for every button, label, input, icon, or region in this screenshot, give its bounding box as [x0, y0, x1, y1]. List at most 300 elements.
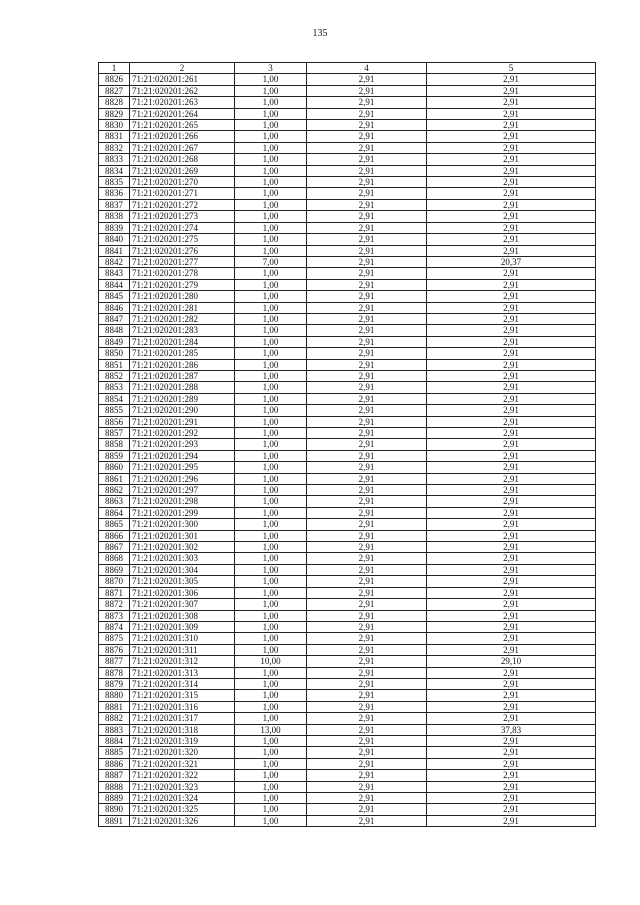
- area-cell: 1,00: [235, 564, 307, 575]
- cadastral-number-cell: 71:21:020201:269: [130, 165, 235, 176]
- row-number-cell: 8870: [99, 576, 130, 587]
- row-number-cell: 8829: [99, 108, 130, 119]
- rate-cell: 2,91: [307, 450, 427, 461]
- cadastral-number-cell: 71:21:020201:306: [130, 587, 235, 598]
- cadastral-number-cell: 71:21:020201:320: [130, 747, 235, 758]
- rate-cell: 2,91: [307, 85, 427, 96]
- cadastral-number-cell: 71:21:020201:274: [130, 222, 235, 233]
- rate-cell: 2,91: [307, 542, 427, 553]
- amount-cell: 2,91: [427, 131, 596, 142]
- cadastral-number-cell: 71:21:020201:281: [130, 302, 235, 313]
- cadastral-number-cell: 71:21:020201:308: [130, 610, 235, 621]
- cadastral-number-cell: 71:21:020201:325: [130, 804, 235, 815]
- row-number-cell: 8873: [99, 610, 130, 621]
- row-number-cell: 8884: [99, 735, 130, 746]
- amount-cell: 2,91: [427, 154, 596, 165]
- table-row: [99, 211, 596, 222]
- rate-cell: 2,91: [307, 781, 427, 792]
- row-number-cell: 8835: [99, 177, 130, 188]
- rate-cell: 2,91: [307, 462, 427, 473]
- area-cell: 1,00: [235, 188, 307, 199]
- table-row: [99, 553, 596, 564]
- amount-cell: 2,91: [427, 74, 596, 85]
- row-number-cell: 8851: [99, 359, 130, 370]
- cadastral-number-cell: 71:21:020201:311: [130, 644, 235, 655]
- area-cell: 1,00: [235, 428, 307, 439]
- table-row: [99, 177, 596, 188]
- row-number-cell: 8880: [99, 690, 130, 701]
- cadastral-number-cell: 71:21:020201:298: [130, 496, 235, 507]
- row-number-cell: 8839: [99, 222, 130, 233]
- table-row: [99, 370, 596, 381]
- rate-cell: 2,91: [307, 428, 427, 439]
- table-row: [99, 496, 596, 507]
- table-row: [99, 302, 596, 313]
- row-number-cell: 8863: [99, 496, 130, 507]
- cadastral-number-cell: 71:21:020201:275: [130, 234, 235, 245]
- cadastral-number-cell: 71:21:020201:264: [130, 108, 235, 119]
- area-cell: 1,00: [235, 211, 307, 222]
- cadastral-number-cell: 71:21:020201:295: [130, 462, 235, 473]
- area-cell: 1,00: [235, 245, 307, 256]
- cadastral-number-cell: 71:21:020201:287: [130, 370, 235, 381]
- cadastral-number-cell: 71:21:020201:326: [130, 815, 235, 826]
- table-row: [99, 724, 596, 735]
- table-row: [99, 154, 596, 165]
- area-cell: 1,00: [235, 496, 307, 507]
- rate-cell: 2,91: [307, 131, 427, 142]
- rate-cell: 2,91: [307, 724, 427, 735]
- rate-cell: 2,91: [307, 199, 427, 210]
- rate-cell: 2,91: [307, 815, 427, 826]
- area-cell: 1,00: [235, 359, 307, 370]
- amount-cell: 2,91: [427, 405, 596, 416]
- amount-cell: 2,91: [427, 758, 596, 769]
- area-cell: 1,00: [235, 678, 307, 689]
- amount-cell: 2,91: [427, 701, 596, 712]
- row-number-cell: 8878: [99, 667, 130, 678]
- area-cell: 1,00: [235, 108, 307, 119]
- table-row: [99, 644, 596, 655]
- cadastral-number-cell: 71:21:020201:270: [130, 177, 235, 188]
- row-number-cell: 8827: [99, 85, 130, 96]
- rate-cell: 2,91: [307, 701, 427, 712]
- cadastral-number-cell: 71:21:020201:323: [130, 781, 235, 792]
- rate-cell: 2,91: [307, 234, 427, 245]
- table-row: [99, 587, 596, 598]
- cadastral-number-cell: 71:21:020201:268: [130, 154, 235, 165]
- amount-cell: 2,91: [427, 564, 596, 575]
- amount-cell: 2,91: [427, 370, 596, 381]
- table-row: [99, 804, 596, 815]
- table-row: [99, 165, 596, 176]
- row-number-cell: 8872: [99, 599, 130, 610]
- rate-cell: 2,91: [307, 188, 427, 199]
- rate-cell: 2,91: [307, 393, 427, 404]
- table-row: [99, 416, 596, 427]
- amount-cell: 2,91: [427, 325, 596, 336]
- rate-cell: 2,91: [307, 735, 427, 746]
- column-header: 4: [307, 63, 427, 74]
- cadastral-number-cell: 71:21:020201:296: [130, 473, 235, 484]
- amount-cell: 2,91: [427, 690, 596, 701]
- rate-cell: 2,91: [307, 279, 427, 290]
- rate-cell: 2,91: [307, 268, 427, 279]
- table-row: [99, 701, 596, 712]
- table-row: [99, 222, 596, 233]
- table-row: [99, 268, 596, 279]
- amount-cell: 2,91: [427, 519, 596, 530]
- rate-cell: 2,91: [307, 165, 427, 176]
- row-number-cell: 8852: [99, 370, 130, 381]
- table-row: [99, 564, 596, 575]
- row-number-cell: 8850: [99, 348, 130, 359]
- row-number-cell: 8831: [99, 131, 130, 142]
- row-number-cell: 8832: [99, 142, 130, 153]
- row-number-cell: 8874: [99, 621, 130, 632]
- cadastral-number-cell: 71:21:020201:285: [130, 348, 235, 359]
- amount-cell: 2,91: [427, 188, 596, 199]
- rate-cell: 2,91: [307, 336, 427, 347]
- cadastral-number-cell: 71:21:020201:266: [130, 131, 235, 142]
- area-cell: 1,00: [235, 313, 307, 324]
- table-row: [99, 108, 596, 119]
- amount-cell: 20,37: [427, 256, 596, 267]
- cadastral-number-cell: 71:21:020201:272: [130, 199, 235, 210]
- row-number-cell: 8879: [99, 678, 130, 689]
- area-cell: 1,00: [235, 473, 307, 484]
- table-row: [99, 359, 596, 370]
- area-cell: 1,00: [235, 804, 307, 815]
- area-cell: 1,00: [235, 485, 307, 496]
- area-cell: 1,00: [235, 587, 307, 598]
- area-cell: 1,00: [235, 131, 307, 142]
- rate-cell: 2,91: [307, 530, 427, 541]
- row-number-cell: 8846: [99, 302, 130, 313]
- row-number-cell: 8865: [99, 519, 130, 530]
- cadastral-number-cell: 71:21:020201:322: [130, 770, 235, 781]
- table-row: [99, 656, 596, 667]
- amount-cell: 2,91: [427, 416, 596, 427]
- row-number-cell: 8871: [99, 587, 130, 598]
- rate-cell: 2,91: [307, 793, 427, 804]
- rate-cell: 2,91: [307, 678, 427, 689]
- rate-cell: 2,91: [307, 564, 427, 575]
- row-number-cell: 8881: [99, 701, 130, 712]
- amount-cell: 2,91: [427, 473, 596, 484]
- row-number-cell: 8857: [99, 428, 130, 439]
- page-number: 135: [312, 28, 328, 39]
- table-row: [99, 450, 596, 461]
- rate-cell: 2,91: [307, 416, 427, 427]
- area-cell: 1,00: [235, 165, 307, 176]
- area-cell: 1,00: [235, 393, 307, 404]
- amount-cell: 2,91: [427, 428, 596, 439]
- area-cell: 1,00: [235, 268, 307, 279]
- table-row: [99, 815, 596, 826]
- table-row: [99, 713, 596, 724]
- amount-cell: 2,91: [427, 85, 596, 96]
- table-row: [99, 439, 596, 450]
- amount-cell: 2,91: [427, 644, 596, 655]
- rate-cell: 2,91: [307, 633, 427, 644]
- area-cell: 1,00: [235, 599, 307, 610]
- amount-cell: 2,91: [427, 485, 596, 496]
- rate-cell: 2,91: [307, 154, 427, 165]
- cadastral-number-cell: 71:21:020201:271: [130, 188, 235, 199]
- rate-cell: 2,91: [307, 770, 427, 781]
- rate-cell: 2,91: [307, 690, 427, 701]
- area-cell: 1,00: [235, 770, 307, 781]
- rate-cell: 2,91: [307, 313, 427, 324]
- table-row: [99, 325, 596, 336]
- table-row: [99, 142, 596, 153]
- rate-cell: 2,91: [307, 439, 427, 450]
- amount-cell: 2,91: [427, 815, 596, 826]
- row-number-cell: 8888: [99, 781, 130, 792]
- rate-cell: 2,91: [307, 610, 427, 621]
- table-row: [99, 245, 596, 256]
- area-cell: 1,00: [235, 576, 307, 587]
- table-row: [99, 621, 596, 632]
- area-cell: 1,00: [235, 758, 307, 769]
- cadastral-number-cell: 71:21:020201:313: [130, 667, 235, 678]
- area-cell: 1,00: [235, 370, 307, 381]
- cadastral-number-cell: 71:21:020201:303: [130, 553, 235, 564]
- table-row: [99, 382, 596, 393]
- area-cell: 1,00: [235, 142, 307, 153]
- area-cell: 1,00: [235, 97, 307, 108]
- area-cell: 1,00: [235, 735, 307, 746]
- area-cell: 1,00: [235, 291, 307, 302]
- table-row: [99, 234, 596, 245]
- table-row: [99, 530, 596, 541]
- cadastral-number-cell: 71:21:020201:288: [130, 382, 235, 393]
- row-number-cell: 8837: [99, 199, 130, 210]
- rate-cell: 2,91: [307, 473, 427, 484]
- column-header: 1: [99, 63, 130, 74]
- amount-cell: 2,91: [427, 735, 596, 746]
- table-row: [99, 576, 596, 587]
- amount-cell: 29,10: [427, 656, 596, 667]
- rate-cell: 2,91: [307, 142, 427, 153]
- amount-cell: 37,83: [427, 724, 596, 735]
- amount-cell: 2,91: [427, 667, 596, 678]
- row-number-cell: 8890: [99, 804, 130, 815]
- amount-cell: 2,91: [427, 279, 596, 290]
- cadastral-number-cell: 71:21:020201:280: [130, 291, 235, 302]
- rate-cell: 2,91: [307, 713, 427, 724]
- row-number-cell: 8882: [99, 713, 130, 724]
- table-row: [99, 507, 596, 518]
- cadastral-number-cell: 71:21:020201:324: [130, 793, 235, 804]
- rate-cell: 2,91: [307, 370, 427, 381]
- area-cell: 1,00: [235, 348, 307, 359]
- cadastral-number-cell: 71:21:020201:290: [130, 405, 235, 416]
- cadastral-number-cell: 71:21:020201:319: [130, 735, 235, 746]
- amount-cell: 2,91: [427, 108, 596, 119]
- amount-cell: 2,91: [427, 302, 596, 313]
- area-cell: 1,00: [235, 450, 307, 461]
- area-cell: 1,00: [235, 553, 307, 564]
- cadastral-number-cell: 71:21:020201:300: [130, 519, 235, 530]
- amount-cell: 2,91: [427, 382, 596, 393]
- amount-cell: 2,91: [427, 747, 596, 758]
- area-cell: 1,00: [235, 405, 307, 416]
- table-row: [99, 428, 596, 439]
- area-cell: 1,00: [235, 747, 307, 758]
- cadastral-number-cell: 71:21:020201:310: [130, 633, 235, 644]
- rate-cell: 2,91: [307, 97, 427, 108]
- rate-cell: 2,91: [307, 382, 427, 393]
- table-row: [99, 542, 596, 553]
- amount-cell: 2,91: [427, 336, 596, 347]
- rate-cell: 2,91: [307, 758, 427, 769]
- row-number-cell: 8891: [99, 815, 130, 826]
- row-number-cell: 8840: [99, 234, 130, 245]
- rate-cell: 2,91: [307, 496, 427, 507]
- amount-cell: 2,91: [427, 142, 596, 153]
- cadastral-number-cell: 71:21:020201:297: [130, 485, 235, 496]
- row-number-cell: 8866: [99, 530, 130, 541]
- row-number-cell: 8862: [99, 485, 130, 496]
- row-number-cell: 8841: [99, 245, 130, 256]
- amount-cell: 2,91: [427, 770, 596, 781]
- amount-cell: 2,91: [427, 621, 596, 632]
- cadastral-number-cell: 71:21:020201:276: [130, 245, 235, 256]
- table-row: [99, 97, 596, 108]
- area-cell: 1,00: [235, 793, 307, 804]
- rate-cell: 2,91: [307, 667, 427, 678]
- cadastral-number-cell: 71:21:020201:312: [130, 656, 235, 667]
- row-number-cell: 8889: [99, 793, 130, 804]
- area-cell: 1,00: [235, 85, 307, 96]
- rate-cell: 2,91: [307, 291, 427, 302]
- area-cell: 1,00: [235, 815, 307, 826]
- area-cell: 1,00: [235, 199, 307, 210]
- area-cell: 1,00: [235, 154, 307, 165]
- amount-cell: 2,91: [427, 576, 596, 587]
- rate-cell: 2,91: [307, 553, 427, 564]
- cadastral-number-cell: 71:21:020201:262: [130, 85, 235, 96]
- area-cell: 1,00: [235, 530, 307, 541]
- area-cell: 10,00: [235, 656, 307, 667]
- area-cell: 1,00: [235, 382, 307, 393]
- rate-cell: 2,91: [307, 519, 427, 530]
- row-number-cell: 8867: [99, 542, 130, 553]
- area-cell: 1,00: [235, 439, 307, 450]
- area-cell: 1,00: [235, 120, 307, 131]
- amount-cell: 2,91: [427, 804, 596, 815]
- rate-cell: 2,91: [307, 576, 427, 587]
- table-header-row: [99, 63, 596, 74]
- row-number-cell: 8847: [99, 313, 130, 324]
- row-number-cell: 8858: [99, 439, 130, 450]
- row-number-cell: 8883: [99, 724, 130, 735]
- amount-cell: 2,91: [427, 245, 596, 256]
- rate-cell: 2,91: [307, 222, 427, 233]
- cadastral-number-cell: 71:21:020201:294: [130, 450, 235, 461]
- row-number-cell: 8868: [99, 553, 130, 564]
- cadastral-number-cell: 71:21:020201:321: [130, 758, 235, 769]
- amount-cell: 2,91: [427, 450, 596, 461]
- cadastral-number-cell: 71:21:020201:301: [130, 530, 235, 541]
- row-number-cell: 8876: [99, 644, 130, 655]
- area-cell: 7,00: [235, 256, 307, 267]
- table-row: [99, 188, 596, 199]
- table-row: [99, 348, 596, 359]
- row-number-cell: 8869: [99, 564, 130, 575]
- area-cell: 1,00: [235, 74, 307, 85]
- area-cell: 1,00: [235, 713, 307, 724]
- rate-cell: 2,91: [307, 348, 427, 359]
- row-number-cell: 8864: [99, 507, 130, 518]
- cadastral-number-cell: 71:21:020201:278: [130, 268, 235, 279]
- table-row: [99, 519, 596, 530]
- row-number-cell: 8856: [99, 416, 130, 427]
- amount-cell: 2,91: [427, 587, 596, 598]
- amount-cell: 2,91: [427, 234, 596, 245]
- area-cell: 1,00: [235, 519, 307, 530]
- rate-cell: 2,91: [307, 325, 427, 336]
- row-number-cell: 8887: [99, 770, 130, 781]
- table-body: [99, 74, 596, 827]
- row-number-cell: 8849: [99, 336, 130, 347]
- row-number-cell: 8830: [99, 120, 130, 131]
- amount-cell: 2,91: [427, 793, 596, 804]
- rate-cell: 2,91: [307, 804, 427, 815]
- cadastral-number-cell: 71:21:020201:316: [130, 701, 235, 712]
- amount-cell: 2,91: [427, 268, 596, 279]
- cadastral-number-cell: 71:21:020201:314: [130, 678, 235, 689]
- cadastral-number-cell: 71:21:020201:304: [130, 564, 235, 575]
- cadastral-number-cell: 71:21:020201:302: [130, 542, 235, 553]
- table-row: [99, 85, 596, 96]
- table-row: [99, 313, 596, 324]
- area-cell: 13,00: [235, 724, 307, 735]
- cadastral-number-cell: 71:21:020201:315: [130, 690, 235, 701]
- table-row: [99, 256, 596, 267]
- rate-cell: 2,91: [307, 507, 427, 518]
- rate-cell: 2,91: [307, 621, 427, 632]
- table-row: [99, 131, 596, 142]
- cadastral-number-cell: 71:21:020201:261: [130, 74, 235, 85]
- amount-cell: 2,91: [427, 211, 596, 222]
- cadastral-number-cell: 71:21:020201:284: [130, 336, 235, 347]
- table-row: [99, 599, 596, 610]
- rate-cell: 2,91: [307, 177, 427, 188]
- cadastral-number-cell: 71:21:020201:292: [130, 428, 235, 439]
- cadastral-number-cell: 71:21:020201:286: [130, 359, 235, 370]
- area-cell: 1,00: [235, 690, 307, 701]
- table-row: [99, 690, 596, 701]
- amount-cell: 2,91: [427, 313, 596, 324]
- table-row: [99, 74, 596, 85]
- amount-cell: 2,91: [427, 199, 596, 210]
- table-row: [99, 735, 596, 746]
- cadastral-number-cell: 71:21:020201:265: [130, 120, 235, 131]
- cadastral-number-cell: 71:21:020201:307: [130, 599, 235, 610]
- area-cell: 1,00: [235, 325, 307, 336]
- area-cell: 1,00: [235, 279, 307, 290]
- row-number-cell: 8843: [99, 268, 130, 279]
- cadastral-number-cell: 71:21:020201:283: [130, 325, 235, 336]
- row-number-cell: 8885: [99, 747, 130, 758]
- amount-cell: 2,91: [427, 553, 596, 564]
- table-row: [99, 633, 596, 644]
- rate-cell: 2,91: [307, 256, 427, 267]
- cadastral-number-cell: 71:21:020201:279: [130, 279, 235, 290]
